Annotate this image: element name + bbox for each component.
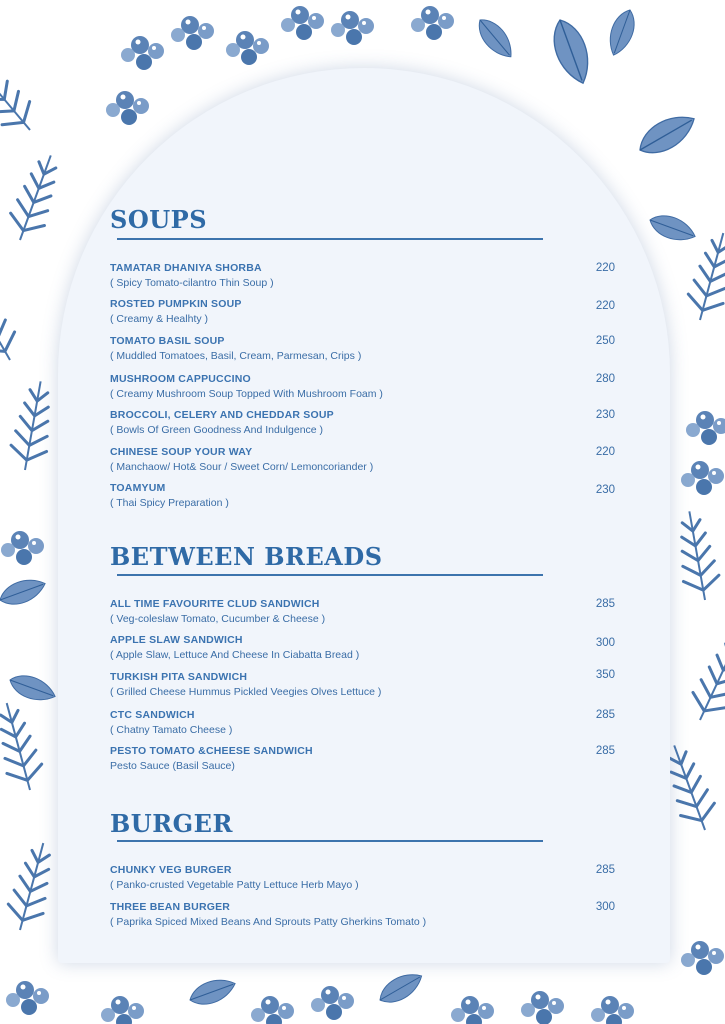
section-between-breads bbox=[110, 542, 630, 772]
section-burger bbox=[110, 809, 630, 928]
item-name: TOAMYUM bbox=[110, 482, 166, 494]
item-description: ( Spicy Tomato-cilantro Thin Soup ) bbox=[110, 277, 274, 289]
item-price: 280 bbox=[595, 373, 615, 385]
item-name: BROCCOLI, CELERY AND CHEDDAR SOUP bbox=[110, 409, 334, 421]
item-description: ( Creamy & Healhty ) bbox=[110, 313, 209, 325]
section-title: SOUPS bbox=[110, 205, 208, 234]
item-description: ( Apple Slaw, Lettuce And Cheese In Ciabatta Bread ) bbox=[110, 649, 360, 661]
item-price: 220 bbox=[595, 300, 615, 312]
section-divider bbox=[117, 840, 543, 842]
item-name: APPLE SLAW SANDWICH bbox=[110, 634, 243, 646]
item-name: ROSTED PUMPKIN SOUP bbox=[110, 298, 242, 310]
section-title: BURGER bbox=[110, 809, 233, 838]
item-name: TURKISH PITA SANDWICH bbox=[110, 671, 248, 683]
item-description: ( Chatny Tamato Cheese ) bbox=[110, 724, 233, 736]
item-name: MUSHROOM CAPPUCCINO bbox=[110, 373, 251, 385]
item-description: ( Paprika Spiced Mixed Beans And Sprouts Patty Gherkins Tomato ) bbox=[110, 916, 427, 928]
item-description: ( Creamy Mushroom Soup Topped With Mushroom Foam ) bbox=[110, 388, 383, 400]
item-description: ( Bowls Of Green Goodness And Indulgence ) bbox=[110, 424, 324, 436]
item-price: 230 bbox=[595, 484, 615, 496]
item-description: ( Panko-crusted Vegetable Patty Lettuce Herb Mayo ) bbox=[110, 879, 359, 891]
item-description: Pesto Sauce (Basil Sauce) bbox=[110, 760, 235, 772]
item-price: 230 bbox=[595, 409, 615, 421]
item-price: 350 bbox=[595, 669, 615, 681]
item-name: PESTO TOMATO &CHEESE SANDWICH bbox=[110, 745, 313, 757]
item-price: 285 bbox=[595, 745, 615, 757]
item-price: 220 bbox=[595, 446, 615, 458]
section-divider bbox=[117, 574, 543, 576]
item-name: THREE BEAN BURGER bbox=[110, 901, 231, 913]
item-price: 285 bbox=[595, 598, 615, 610]
item-name: ALL TIME FAVOURITE CLUD SANDWICH bbox=[110, 598, 320, 610]
item-name: CHUNKY VEG BURGER bbox=[110, 864, 232, 876]
item-price: 220 bbox=[595, 262, 615, 274]
section-divider bbox=[117, 238, 543, 240]
section-soups bbox=[110, 205, 630, 509]
item-description: ( Veg-coleslaw Tomato, Cucumber & Cheese ) bbox=[110, 613, 326, 625]
item-description: ( Thai Spicy Preparation ) bbox=[110, 497, 229, 509]
section-title: BETWEEN BREADS bbox=[110, 542, 383, 571]
item-price: 300 bbox=[595, 637, 615, 649]
item-name: CTC SANDWICH bbox=[110, 709, 195, 721]
item-description: ( Manchaow/ Hot& Sour / Sweet Corn/ Lemoncoriander ) bbox=[110, 461, 374, 473]
item-price: 300 bbox=[595, 901, 615, 913]
item-name: TOMATO BASIL SOUP bbox=[110, 335, 225, 347]
item-price: 285 bbox=[595, 864, 615, 876]
item-price: 250 bbox=[595, 335, 615, 347]
item-price: 285 bbox=[595, 709, 615, 721]
item-name: CHINESE SOUP YOUR WAY bbox=[110, 446, 253, 458]
item-name: TAMATAR DHANIYA SHORBA bbox=[110, 262, 262, 274]
item-description: ( Muddled Tomatoes, Basil, Cream, Parmesan, Crips ) bbox=[110, 350, 362, 362]
item-description: ( Grilled Cheese Hummus Pickled Veegies Olves Lettuce ) bbox=[110, 686, 382, 698]
